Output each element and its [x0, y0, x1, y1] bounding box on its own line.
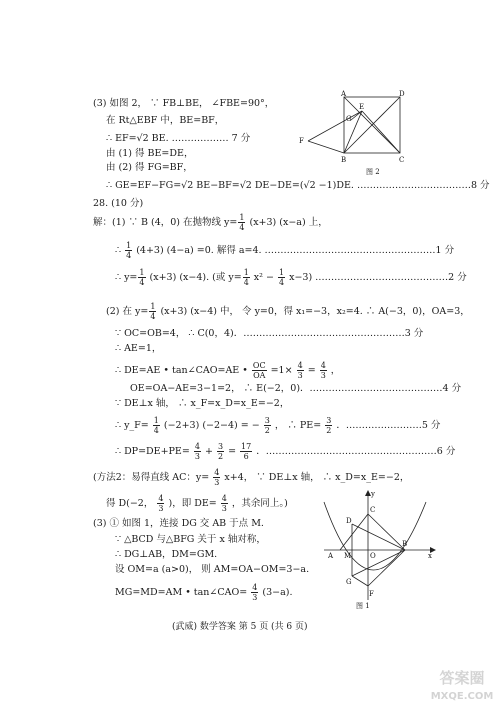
line-om: 设 OM=a (a>0)， 则 AM=OA−OM=3−a. — [115, 564, 310, 575]
fig1-label-m: M — [344, 552, 352, 560]
fig2-caption: 图 2 — [366, 168, 380, 176]
line-mg: MG=MD=AM • tan∠CAO= $\frac{4}{3}$ (3−a). — [115, 583, 293, 602]
fig1-label-a: A — [328, 552, 334, 560]
watermark-logo — [428, 665, 496, 705]
line-3-intro: (3) 如图 2， ∵ FB⊥BE， ∠FBE=90°， — [93, 98, 275, 109]
fig2-label-d: D — [399, 90, 405, 98]
line-oc-ob: ∵ OC=OB=4， ∴ C(0，4)．……………………………………………3 分 — [115, 328, 424, 339]
line-28-1-solve-a: ∴ $\frac{1}{4}$ (4+3) (4−a) =0. 解得 a=4. ………………………………………………1 分 — [115, 241, 455, 260]
line-dg-perp: ∴ DG⊥AB，DM=GM. — [115, 549, 218, 560]
line-dp: ∴ DP=DE+PE= $\frac{4}{3}$ + $\frac{3}{2}$ = $\frac{17}{6}$ ．………………………………………………6 分 — [115, 442, 456, 461]
fig1-label-x: x — [428, 552, 432, 560]
page-footer: (武威) 数学答案 第 5 页 (共 6 页) — [172, 622, 308, 632]
line-de-perp: ∵ DE⊥x 轴， ∴ x_F=x_D=x_E=−2， — [115, 398, 290, 409]
fig2-label-e: E — [359, 103, 365, 111]
fig2-label-f: F — [299, 137, 304, 145]
figure-1 — [316, 488, 440, 612]
fig1-label-o: O — [370, 552, 376, 560]
line-de: ∴ DE=AE • tan∠CAO=AE • $\frac{OC}{OA}$ =1× $\frac{4}{3}$ = $\frac{4}{3}$ ， — [115, 361, 341, 380]
line-be-de: 由 (1) 得 BE=DE， — [106, 148, 194, 159]
line-rt-triangle: 在 Rt△EBF 中，BE=BF， — [106, 115, 225, 126]
figure-2 — [296, 88, 416, 180]
line-28-1-given: 解：(1) ∵ B (4，0) 在抛物线 y= $\frac{1}{4}$ (x+3) (x−a) 上， — [93, 213, 328, 232]
problem-28-title: 28. (10 分) — [93, 198, 144, 209]
fig1-label-y: y — [371, 490, 375, 498]
fig1-caption: 图 1 — [356, 602, 370, 610]
line-method-2-d: 得 D(−2， $\frac{4}{3}$ )，即 DE= $\frac{4}{3}$ ，其余同上。) — [106, 494, 288, 513]
line-28-2-intro: (2) 在 y= $\frac{1}{4}$ (x+3) (x−4) 中， 令 y=0，得 x₁=−3，x₂=4. ∴ A(−3，0)，OA=3， — [106, 302, 470, 321]
line-ae: ∴ AE=1， — [115, 343, 162, 354]
fig1-label-c: C — [370, 506, 376, 514]
line-fg-bf: 由 (2) 得 FG=BF， — [106, 162, 193, 173]
fig1-label-b: B — [402, 540, 408, 548]
svg-text:MXQE.COM: MXQE.COM — [430, 691, 494, 702]
fig2-label-g: G — [346, 115, 352, 123]
line-ge-result: ∴ GE=EF−FG=√2 BE−BF=√2 DE−DE=(√2 −1)DE. ………………………………8 分 — [106, 180, 490, 191]
line-28-3-intro: (3) ① 如图 1，连接 DG 交 AB 于点 M. — [93, 518, 264, 529]
line-oe: OE=OA−AE=3−1=2， ∴ E(−2，0)．……………………………………4 分 — [130, 383, 462, 394]
line-yf: ∴ y_F= $\frac{1}{4}$ (−2+3) (−2−4) = − $\frac{3}{2}$ ， ∴ PE= $\frac{3}{2}$ ．……………………5 分 — [115, 416, 441, 435]
fig2-label-a: A — [341, 90, 347, 98]
line-ef: ∴ EF=√2 BE. ……………… 7 分 — [106, 133, 251, 144]
fig2-label-b: B — [341, 156, 347, 164]
svg-text:答案圈: 答案圈 — [439, 669, 485, 687]
fig1-label-d: D — [346, 517, 352, 525]
line-symmetric: ∵ △BCD 与△BFG 关于 x 轴对称， — [115, 534, 266, 545]
fig1-label-g: G — [346, 578, 352, 586]
line-method-2: (方法2：易得直线 AC：y= $\frac{4}{3}$ x+4， ∵ DE⊥x 轴， ∴ x_D=x_E=−2， — [93, 468, 410, 487]
fig2-label-c: C — [399, 156, 405, 164]
fig1-label-f: F — [369, 590, 374, 598]
line-28-1-expression: ∴ y= $\frac{1}{4}$ (x+3) (x−4). (或 y= $\frac{1}{4}$ x² − $\frac{1}{4}$ x−3) ……………………………………2 分 — [115, 268, 467, 287]
